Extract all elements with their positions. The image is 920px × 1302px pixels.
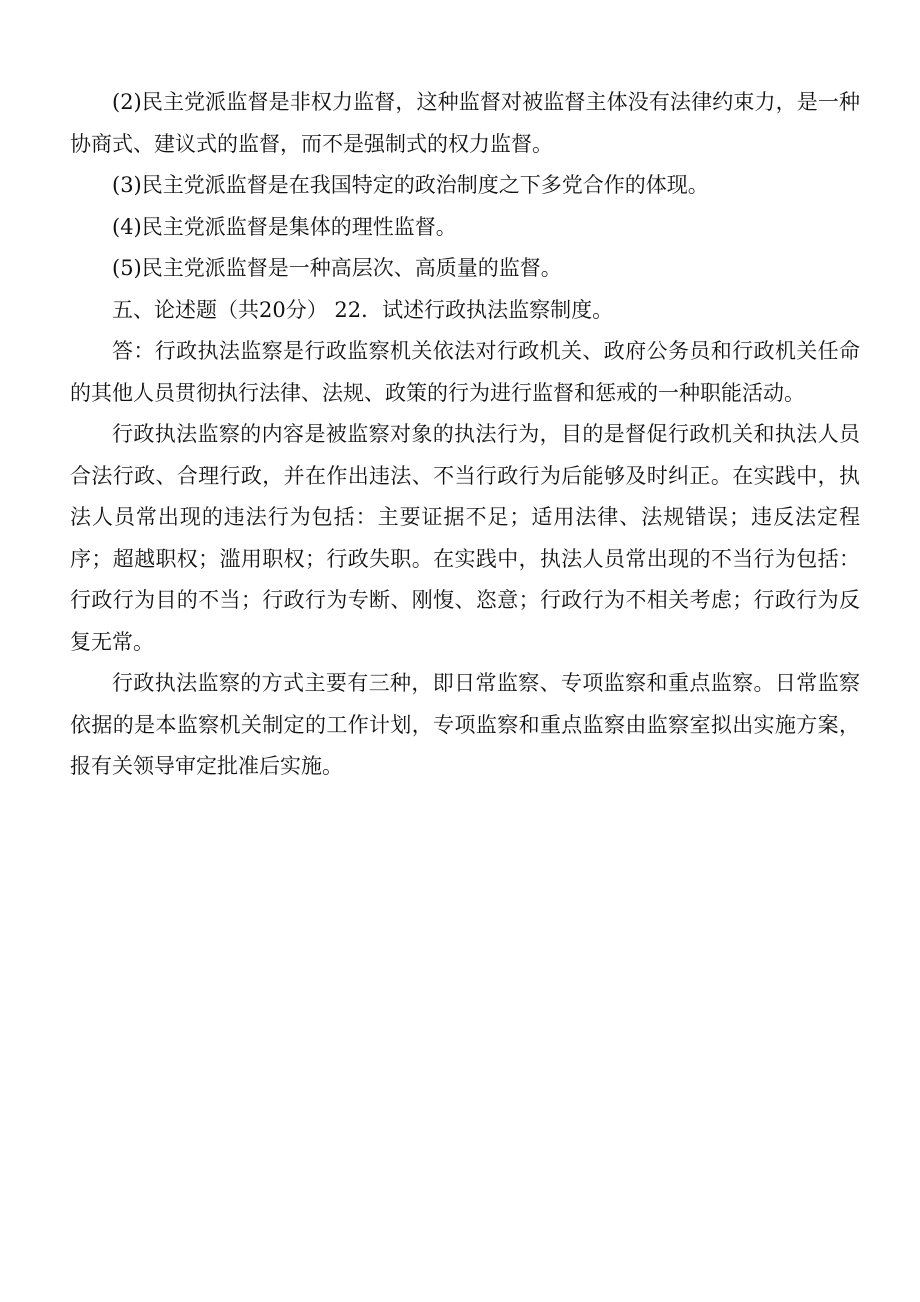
answer-methods-paragraph: 行政执法监察的方式主要有三种，即日常监察、专项监察和重点监察。日常监察依据的是本监察机关制定的工作计划，专项监察和重点监察由监察室拟出实施方案，报有关领导审定批准后实施。 bbox=[70, 671, 860, 778]
paragraph-item-4: (4)民主党派监督是集体的理性监督。 bbox=[112, 214, 457, 239]
paragraph-item-5: (5)民主党派监督是一种高层次、高质量的监督。 bbox=[112, 256, 562, 280]
document-body bbox=[70, 82, 860, 788]
section-heading-essay-question: 五、论述题（共20分） 22．试述行政执法监察制度。 bbox=[112, 297, 614, 322]
answer-content-paragraph: 行政执法监察的内容是被监察对象的执法行为，目的是督促行政机关和执法人员合法行政、合理行政，并在作出违法、不当行政行为后能够及时纠正。在实践中，执法人员常出现的违法行为包括：主要证据不足；适用法律、法规错误；违反法定程序；超越职权；滥用职权；行政失职。在实践中，执法人员常出现的不当行为包括：行政行为目的不当；行政行为专断、刚愎、恣意；行政行为不相关考虑；行政行为反复无常。 bbox=[70, 422, 860, 654]
answer-definition-paragraph: 答：行政执法监察是行政监察机关依法对行政机关、政府公务员和行政机关任命的其他人员贯彻执行法律、法规、政策的行为进行监督和惩戒的一种职能活动。 bbox=[70, 339, 860, 405]
paragraph-item-3: (3)民主党派监督是在我国特定的政治制度之下多党合作的体现。 bbox=[112, 173, 709, 197]
paragraph-item-2: (2)民主党派监督是非权力监督，这种监督对被监督主体没有法律约束力，是一种协商式、建议式的监督，而不是强制式的权力监督。 bbox=[70, 90, 860, 156]
